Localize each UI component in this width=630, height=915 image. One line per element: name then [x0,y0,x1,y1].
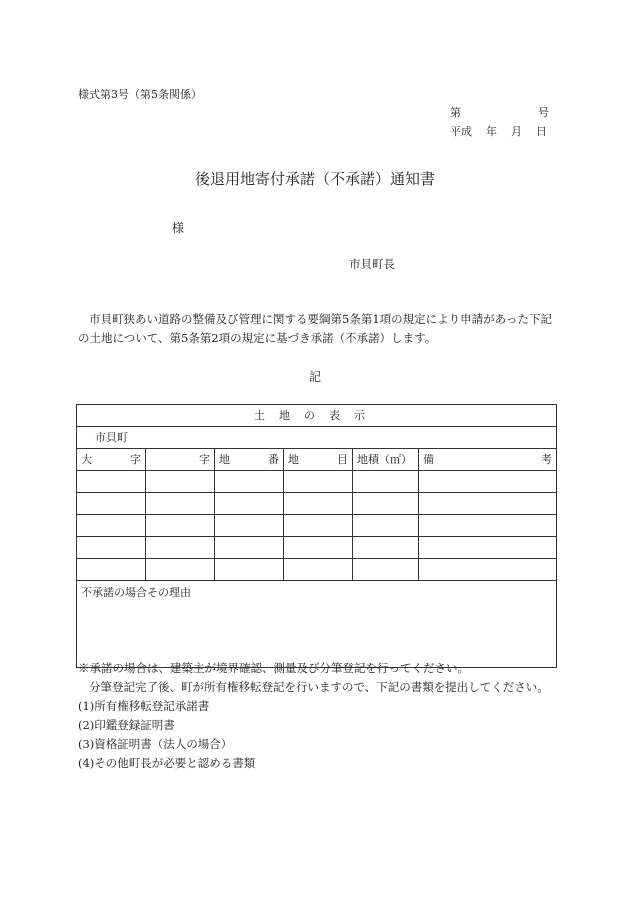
note-item-2: (2)印鑑登録証明書 [78,718,175,732]
date-month-unit: 月 [511,125,522,138]
table-row [77,493,557,515]
column-header-biko: 備 考 [419,449,557,471]
document-title: 後退用地寄付承諾（不承諾）通知書 [194,170,435,188]
table-cell[interactable] [419,471,557,493]
table-row [77,515,557,537]
table-cell[interactable] [419,493,557,515]
land-table-caption: 土地の表示 [77,405,557,427]
table-cell[interactable] [353,559,419,581]
table-cell[interactable] [284,493,353,515]
date-era: 平成 [450,125,472,138]
date-day-unit: 日 [536,125,547,138]
table-row [77,559,557,581]
table-cell[interactable] [215,493,284,515]
refusal-reason-field[interactable]: 不承諾の場合その理由 [77,581,557,668]
table-cell[interactable] [284,515,353,537]
table-cell[interactable] [353,537,419,559]
table-cell[interactable] [146,493,215,515]
table-cell[interactable] [146,471,215,493]
document-number-suffix: 号 [538,106,549,119]
table-cell[interactable] [284,537,353,559]
table-cell[interactable] [146,537,215,559]
land-table [76,404,557,668]
table-cell[interactable] [77,559,146,581]
table-cell[interactable] [77,537,146,559]
note-approval: ※承諾の場合は、建築主が境界確認、測量及び分筆登記を行ってください。 [78,661,469,675]
document-number-prefix: 第 [450,106,461,119]
column-header-aza: 字 [146,449,215,471]
note-submission: 分筆登記完了後、町が所有権移転登記を行いますので、下記の書類を提出してください。 [89,680,549,694]
table-cell[interactable] [419,537,557,559]
column-header-chiban: 地 番 [215,449,284,471]
ki-label: 記 [308,370,321,384]
table-cell[interactable] [215,515,284,537]
table-cell[interactable] [215,559,284,581]
table-cell[interactable] [284,559,353,581]
form-number: 様式第3号（第5条関係） [78,88,202,101]
addressee-suffix: 様 [172,221,185,235]
table-cell[interactable] [77,515,146,537]
table-cell[interactable] [146,559,215,581]
table-cell[interactable] [353,471,419,493]
column-header-chimoku: 地 目 [284,449,353,471]
land-table-town: 市貝町 [77,427,557,449]
table-cell[interactable] [353,515,419,537]
table-row [77,471,557,493]
table-cell[interactable] [77,471,146,493]
land-table-header-row [77,449,557,471]
issue-date [450,123,547,139]
column-header-oaza: 大 字 [77,449,146,471]
issuer-name: 市貝町長 [349,257,395,271]
table-cell[interactable] [77,493,146,515]
table-cell[interactable] [146,515,215,537]
table-cell[interactable] [353,493,419,515]
notes-block [78,659,549,773]
body-text: 市貝町狭あい道路の整備及び管理に関する要綱第5条第1項の規定により申請があった下記の土地について、第5条第2項の規定に基づき承諾（不承諾）します。 [78,312,553,345]
table-cell[interactable] [419,515,557,537]
date-year-unit: 年 [486,125,497,138]
table-cell[interactable] [284,471,353,493]
table-cell[interactable] [215,471,284,493]
note-item-3: (3)資格証明書（法人の場合） [78,737,233,751]
table-cell[interactable] [419,559,557,581]
note-item-4: (4)その他町長が必要と認める書類 [78,756,256,770]
note-item-1: (1)所有権移転登記承諾書 [78,699,210,713]
table-row [77,537,557,559]
table-cell[interactable] [215,537,284,559]
column-header-chiseki: 地積（㎡） [353,449,419,471]
